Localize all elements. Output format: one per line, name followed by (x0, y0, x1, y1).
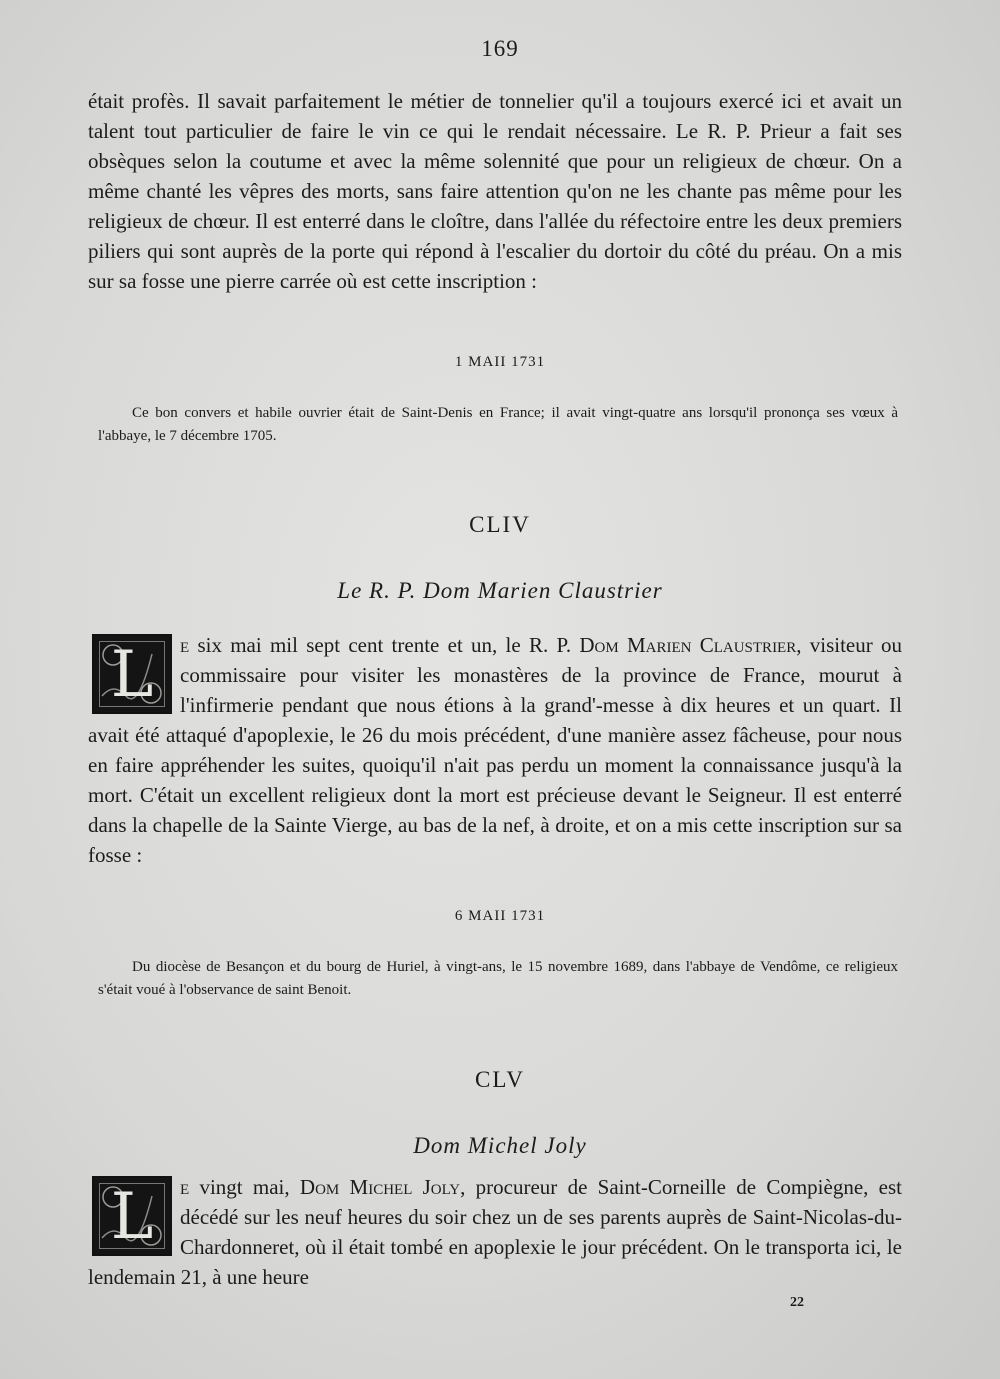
inscription-date-1: 1 MAII 1731 (454, 354, 546, 370)
lead-word: e (180, 1175, 190, 1199)
section-number-cliv: CLIV (469, 512, 531, 537)
lead-word: e (180, 633, 190, 657)
text-after-name: visiteur ou commissaire pour visiter les monastères de la province de France, mourut à l'infirmerie pendant que nous étions à la grand'-messe à dix heures et un quart. Il avait été attaqué d'apoplexie, le 26 du mois précédent, d'une manière assez fâcheuse, pour nous en faire appréhender les suites, quoiqu'il n'ait pas perdu un moment la connaissance jusqu'à la mort. C'était un excellent religieux dont la mort est précieuse devant le Seigneur. Il est enterré dans la chapelle de la Sainte Vierge, au bas de la nef, à droite, et on a mis cette inscription sur sa fosse : (88, 633, 903, 867)
inscription-date-2: 6 MAII 1731 (454, 908, 546, 924)
text-before-name: six mai mil sept cent trente et un, le R. P. (197, 633, 580, 657)
ornamental-dropcap-l (92, 634, 172, 714)
person-name: Dom Michel Joly, (299, 1175, 466, 1199)
section-title-joly: Dom Michel Joly (413, 1133, 587, 1158)
footnote-1: Ce bon convers et habile ouvrier était de Saint-Denis en France; il avait vingt-quatre ans lorsqu'il prononça ses vœux à l'abbaye, le 7 décembre 1705. (98, 405, 898, 444)
page-number: 169 (481, 36, 519, 61)
footnote-2: Du diocèse de Besançon et du bourg de Huriel, à vingt-ans, le 15 novembre 1689, dans l'abbaye de Vendôme, ce religieux s'était voué à l'observance de saint Benoit. (98, 959, 898, 998)
text-before-name: vingt mai, (199, 1175, 300, 1199)
signature-mark: 22 (790, 1295, 804, 1310)
paragraph-claustrier (88, 630, 902, 870)
text-after-name: procureur de Saint-Corneille de Compiègne, est décédé sur les neuf heures du soir chez un de ses parents auprès de Saint-Nicolas-du-Chardonneret, où il était tombé en apoplexie le jour précédent. On le transporta ici, le lendemain 21, à une heure (88, 1175, 903, 1289)
section-title-claustrier: Le R. P. Dom Marien Claustrier (337, 578, 663, 603)
section-number-clv: CLV (475, 1067, 525, 1092)
opening-paragraph: était profès. Il savait parfaitement le métier de tonnelier qu'il a toujours exercé ici et avait un talent tout particulier de faire le vin ce qui le rendait nécessaire. Le R. P. Prieur a fait ses obsèques selon la coutume et avec la même solennité que pour un religieux de chœur. On a même chanté les vêpres des morts, sans faire attention qu'on ne les chante pas même pour les religieux de chœur. Il est enterré dans le cloître, dans l'allée du réfectoire entre les deux premiers piliers qui sont auprès de la porte qui répond à l'escalier du dortoir du côté du préau. On a mis sur sa fosse une pierre carrée où est cette inscription : (88, 89, 902, 293)
person-name: Dom Marien Claustrier, (579, 633, 802, 657)
ornamental-dropcap-l (92, 1176, 172, 1256)
dropcap-letter: L (110, 638, 154, 712)
paragraph-joly (88, 1172, 902, 1292)
dropcap-letter: L (110, 1180, 154, 1254)
